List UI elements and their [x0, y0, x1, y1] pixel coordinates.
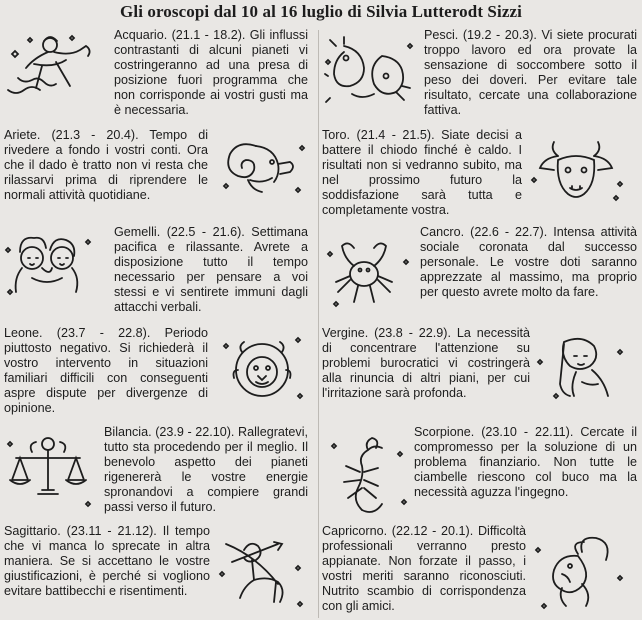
sign-name: Vergine.: [322, 326, 369, 340]
sign-name: Cancro.: [420, 225, 465, 239]
sign-dates: (22.12 - 20.1).: [391, 524, 474, 538]
sign-dates: (23.11 - 21.12).: [66, 524, 157, 538]
capricorn-icon: [532, 534, 628, 616]
sign-name: Toro.: [322, 128, 350, 142]
sign-text: Rallegratevi, tutto sta procedendo per il meglio. Il benevolo aspetto dei pianeti rigenererà le vostre energie spronandovi a compiere grandi passi verso il futuro.: [104, 425, 309, 515]
sign-dates: (21.4 - 21.5).: [356, 128, 435, 142]
taurus-icon: [528, 140, 628, 206]
horoscope-entry-bilancia: [104, 425, 308, 516]
sign-dates: (23.10 - 22.11).: [481, 425, 574, 439]
horoscope-entry-leone: [4, 326, 208, 417]
sign-text: Difficoltà professionali verranno presto appianate. Non forzate il passo, i vostri meriti saranno riconosciuti. Nutrito scambio di corrispondenza con gli amici.: [322, 524, 527, 614]
sign-name: Bilancia.: [104, 425, 152, 439]
sign-text: Vi siete procurati troppo lavoro ed ora provate la sensazione di soccombere sotto il peso dei doveri. Per evitare tale risultato, cercate una collaborazione fattiva.: [424, 28, 638, 118]
sign-dates: (22.6 - 22.7).: [470, 225, 548, 239]
cancer-icon: [322, 234, 414, 310]
sign-name: Scorpione.: [414, 425, 475, 439]
sign-text: La necessità di concentrare l'attenzione su problemi burocratici vi costringerà alla rinuncia di altri piani, per cui l'irritazione sarà profonda.: [322, 326, 530, 401]
horoscope-entry-cancro: [420, 225, 637, 300]
horoscope-entry-gemelli: [114, 225, 308, 316]
gemini-icon: [2, 232, 94, 304]
sign-dates: (23.8 - 22.9).: [374, 326, 451, 340]
sign-text: Tempo di rivedere a fondo i vostri conti. Ora che il dado è tratto non vi resta che rilassarvi prima di riprendere le normali attività quotidiane.: [4, 128, 208, 203]
horoscope-entry-pesci: [424, 28, 637, 119]
horoscope-entry-ariete: [4, 128, 208, 203]
sign-name: Gemelli.: [114, 225, 161, 239]
sagittarius-icon: [216, 534, 308, 614]
horoscope-entry-sagittario: [4, 524, 210, 599]
sign-dates: (21.3 - 20.4).: [51, 128, 139, 142]
page-title: Gli oroscopi dal 10 al 16 luglio di Silvia Lutterodt Sizzi: [120, 2, 522, 21]
sign-dates: (23.9 - 22.10).: [155, 425, 235, 439]
pisces-icon: [322, 36, 414, 106]
sign-name: Capricorno.: [322, 524, 388, 538]
horoscope-entry-toro: [322, 128, 522, 219]
column-divider: [318, 30, 319, 618]
horoscope-entry-scorpione: [414, 425, 637, 500]
sign-name: Acquario.: [114, 28, 168, 42]
leo-icon: [220, 330, 306, 406]
scorpio-icon: [322, 436, 418, 516]
horoscope-entry-acquario: [114, 28, 308, 119]
sign-name: Leone.: [4, 326, 43, 340]
virgo-icon: [534, 334, 630, 404]
sign-text: Periodo piuttosto negativo. Si richiederà il vostro intervento in situazioni familiari difficili con conseguenti aspre dispute per divergenze di opinione.: [4, 326, 208, 416]
horoscope-entry-capricorno: [322, 524, 526, 615]
sign-text: Gli influssi contrastanti di alcuni pianeti vi costringeranno ad una presa di posizione fuori programma che non corrisponde ai vostri gusti ma è necessaria.: [114, 28, 309, 118]
sign-name: Pesci.: [424, 28, 459, 42]
sign-text: Intensa attività sociale coronata dal successo personale. Le vostre doti saranno apprezzate al massimo, ma proprio per questo avrete molto da fare.: [420, 225, 638, 300]
sign-text: Siate decisi a battere il chiodo finché è caldo. I risultati non si vedranno subito, ma nel prossimo futuro la soddisfazione sarà tutta e completamente vostra.: [322, 128, 523, 218]
horoscope-entry-vergine: [322, 326, 530, 401]
sign-name: Sagittario.: [4, 524, 61, 538]
sign-text: Cercate il compromesso per la soluzione di un problema finanziario. Non tutte le ciambelle riescono col buco ma la necessità aguzza l'ingegno.: [414, 425, 637, 500]
sign-dates: (22.5 - 21.6).: [166, 225, 245, 239]
aries-icon: [216, 134, 308, 204]
sign-dates: (19.2 - 20.3).: [462, 28, 537, 42]
libra-icon: [2, 432, 94, 512]
sign-text: Il tempo che vi manca lo sprecate in altra maniera. Se si accettano le vostre giustificazioni, è perché si vogliono evitare battibecchi e risentimenti.: [4, 524, 210, 599]
sign-dates: (23.7 - 22.8).: [56, 326, 151, 340]
sign-name: Ariete.: [4, 128, 41, 142]
aquarius-icon: [4, 32, 100, 104]
sign-text: Settimana pacifica e rilassante. Avrete a disposizione tutto il tempo necessario per pensare a voi stessi e vi sentirete immuni dagli attacchi verbali.: [114, 225, 308, 315]
sign-dates: (21.1 - 18.2).: [171, 28, 246, 42]
